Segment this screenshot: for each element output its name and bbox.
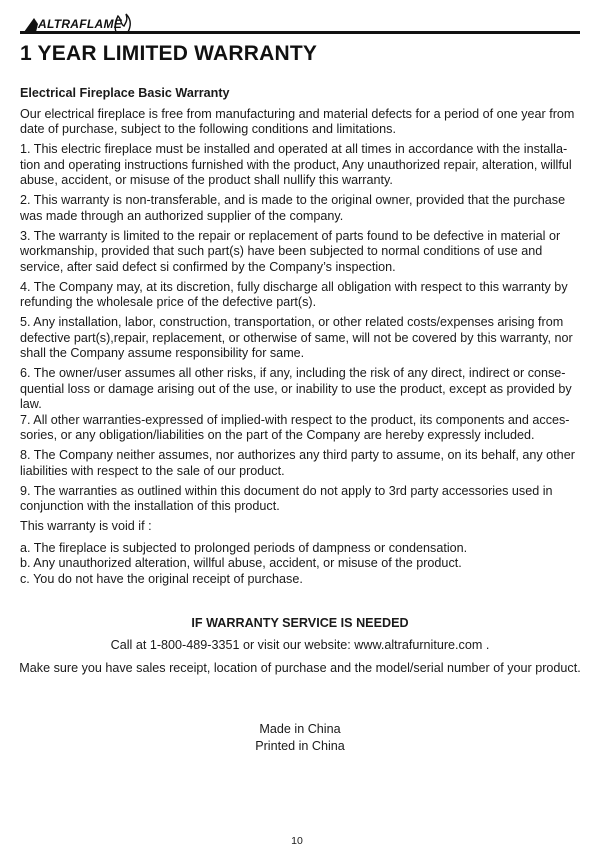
condition-5: 5. Any installation, labor, construction, transportation, or other related costs/expenses arising from defective part(s),repair, replacement, or otherwise of same, will not be covered by this warranty, nor shall the Company assume responsibility for same. <box>20 315 573 360</box>
warranty-body <box>20 86 582 587</box>
section-title: Electrical Fireplace Basic Warranty <box>20 86 230 100</box>
condition-8: 8. The Company neither assumes, nor authorizes any third party to assume, on its behalf, any other liabilities with respect to the sale of our product. <box>20 448 575 478</box>
service-instructions: Make sure you have sales receipt, location of purchase and the model/serial number of your product. <box>19 661 581 675</box>
origin-block <box>0 721 600 755</box>
condition-2: 2. This warranty is non-transferable, and is made to the original owner, provided that the purchase was made through an authorized supplier of the company. <box>20 193 566 223</box>
page-number: 10 <box>291 835 303 847</box>
void-item-b: b. Any unauthorized alteration, willful abuse, accident, or misuse of the product. <box>20 556 462 570</box>
service-call-line: Call at 1-800-489-3351 or visit our website: www.altrafurniture.com . <box>110 638 490 652</box>
void-list <box>20 541 582 588</box>
service-heading: IF WARRANTY SERVICE IS NEEDED <box>191 616 409 630</box>
condition-7: 7. All other warranties-expressed of implied-with respect to the product, its components and acces-sories, or any obligation/liabilities on the part of the Company are hereby expressly included. <box>20 412 570 442</box>
header-rule <box>20 31 580 34</box>
condition-4: 4. The Company may, at its discretion, fully discharge all obligation with respect to this warranty by refunding the wholesale price of the defective part(s). <box>20 279 568 309</box>
condition-9: 9. The warranties as outlined within this document do not apply to 3rd party accessories used in conjunction with the installation of this product. <box>20 483 553 513</box>
void-intro: This warranty is void if : <box>20 519 152 533</box>
condition-6: 6. The owner/user assumes all other risks, if any, including the risk of any direct, indirect or conse-quential loss or damage arising out of the use, or inability to use the product, except as provided by law. <box>20 366 572 411</box>
condition-1: 1. This electric fireplace must be installed and operated at all times in accordance with the installa-tion and operating instructions furnished with the product, Any unauthorized repair, alteration, willful abuse, accident, or misuse of the product shall nullify this warranty. <box>20 142 572 187</box>
printed-in-label: Printed in China <box>255 739 345 753</box>
intro-paragraph: Our electrical fireplace is free from manufacturing and material defects for a period of one year from date of purchase, subject to the following conditions and limitations. <box>20 106 575 136</box>
page-title: 1 YEAR LIMITED WARRANTY <box>20 42 318 65</box>
made-in-label: Made in China <box>259 722 341 736</box>
condition-3: 3. The warranty is limited to the repair or replacement of parts found to be defective in material or workmanship, provided that such part(s) have been subjected to normal conditions of use and service, after said defect si confirmed by the Company’s inspection. <box>20 228 561 274</box>
void-item-a: a. The fireplace is subjected to prolonged periods of dampness or condensation. <box>20 540 468 555</box>
void-item-c: c. You do not have the original receipt of purchase. <box>20 571 303 586</box>
logo-text: ALTRAFLAME <box>38 17 123 31</box>
